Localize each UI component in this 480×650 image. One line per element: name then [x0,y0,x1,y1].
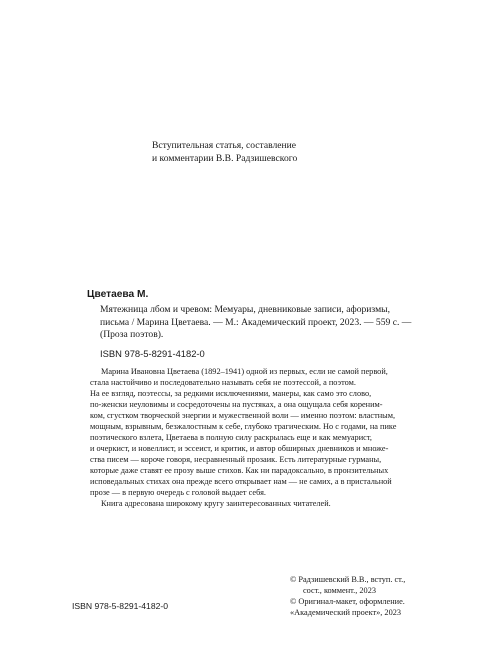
annotation-line: по-женски неуловимы и сосредоточены на пустяках, а она ощущала себя кореним- [90,400,383,409]
annotation-line: поэтического взлета, Цветаева в полную силу раскрылась еще и как мемуарист, [90,433,372,442]
annotation-line: и очеркист, и новеллист, и эссеист, и критик, и автор обширных дневников и множе- [90,444,389,453]
annotation-line: На ее взгляд, поэтессы, за редкими исключениями, манеры, как само это слово, [90,389,372,398]
biblio-line: Мятежница лбом и чревом: Мемуары, дневниковые записи, афоризмы, [100,304,390,315]
copyright-line: © Радзишевский В.В., вступ. ст., [290,575,406,584]
annotation-line: исповедальных стихах она прежде всего открывает нам — не самих, а в пристальной [90,477,392,486]
annotation-line: стала настойчиво и последовательно называть себя не поэтессой, а поэтом. [90,378,356,387]
copyright-line: © Оригинал-макет, оформление. [290,597,405,606]
copyright-notice [290,574,460,618]
annotation-line: ства писем — короче говоря, несравненный прозаик. Есть литературные гурманы, [90,455,382,464]
annotation [90,366,442,509]
isbn-footer: ISBN 978-5-8291-4182-0 [72,601,169,611]
intro-line: и комментарии В.В. Радзишевского [152,152,298,164]
annotation-line: ком, сгустком творческой энергии и мужественной воли — именно поэтом: властным, [90,411,396,420]
copyright-line: «Академический проект», 2023 [290,608,402,617]
isbn: ISBN 978-5-8291-4182-0 [100,348,205,359]
biblio-line: (Проза поэтов). [100,329,164,341]
intro-line: Вступительная статья, составление [152,140,297,151]
bibliographic-description [100,304,440,342]
biblio-line: письма / Марина Цветаева. — М.: Академический проект, 2023. — 559 с. — [100,316,412,328]
annotation-closing: Книга адресована широкому кругу заинтересованных читателей. [101,499,331,508]
intro-credits [152,140,412,165]
annotation-line: мощным, взрывным, безжалостным к себе, глубоко трагическим. Но с годами, на пике [90,422,397,431]
author-heading: Цветаева М. [87,289,149,300]
annotation-line: Марина Ивановна Цветаева (1892–1941) одной из первых, если не самой первой, [101,367,388,376]
annotation-line: которые даже ставят ее прозу выше стихов. Как ни парадоксально, в пронзительных [90,466,389,475]
copyright-line: сост., коммент., 2023 [303,586,376,595]
annotation-line: прозе — в первую очередь с головой выдает себя. [90,488,267,497]
